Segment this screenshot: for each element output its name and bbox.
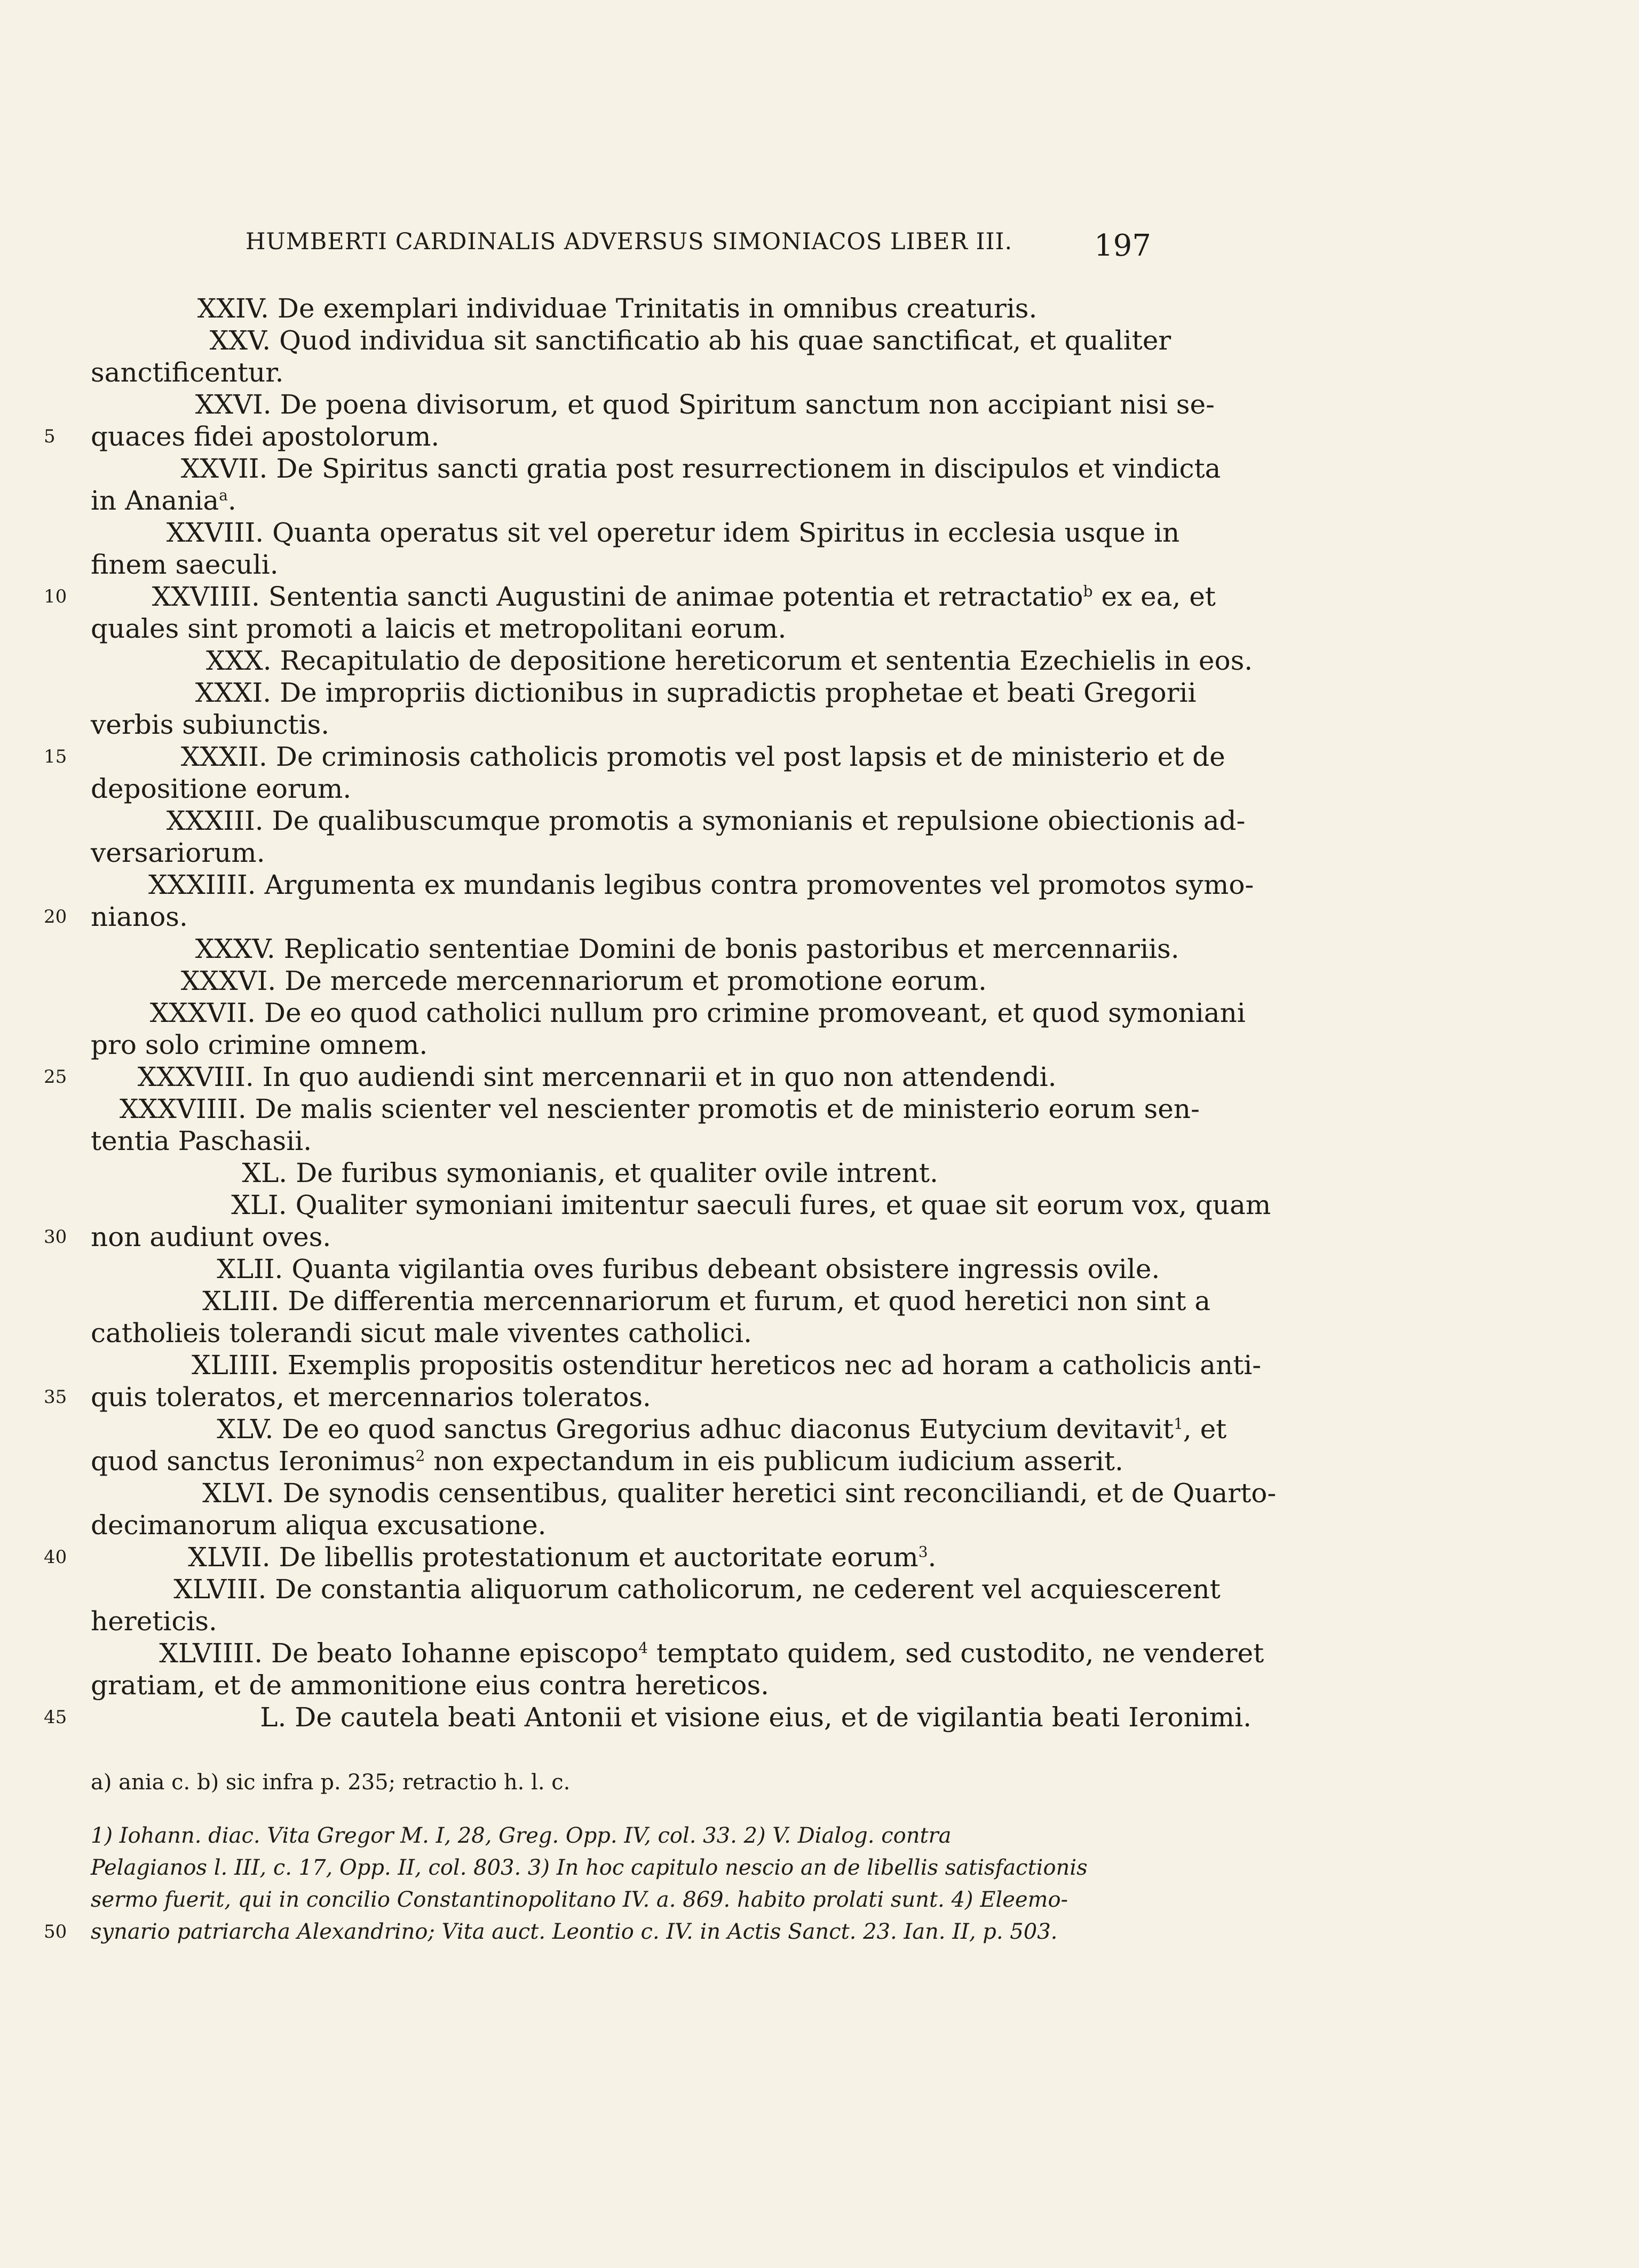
- text-line: [91, 324, 1171, 356]
- line-text: nianos.: [91, 901, 188, 932]
- footnote-marker: a: [219, 486, 228, 504]
- line-number: 40: [44, 1547, 67, 1568]
- text-line: [91, 709, 1135, 741]
- running-title: HUMBERTI CARDINALIS ADVERSUS SIMONIACOS LIBER III.: [246, 228, 1013, 255]
- text-line: [91, 485, 1135, 517]
- footnote-line: [91, 1820, 1135, 1852]
- line-number: 45: [44, 1707, 67, 1728]
- line-text: XLV. De eo quod sanctus Gregorius adhuc diaconus Eutycium devitavit: [217, 1414, 1174, 1445]
- line-text: XLVIIII. De beato Iohanne episcopo: [159, 1638, 639, 1669]
- line-text: XXXIII. De qualibuscumque promotis a symonianis et repulsione obiectionis ad-: [166, 805, 1246, 836]
- text-line: [91, 1189, 1271, 1221]
- line-text: decimanorum aliqua excusatione.: [91, 1510, 547, 1541]
- line-text: XXXVII. De eo quod catholici nullum pro crimine promoveant, et quod symoniani: [149, 997, 1246, 1028]
- line-text: XL. De furibus symonianis, et qualiter ovile intrent.: [242, 1157, 938, 1188]
- line-text: non audiunt oves.: [91, 1222, 331, 1252]
- text-line: [91, 869, 1254, 901]
- line-text-tail: ex ea, et: [1092, 581, 1216, 612]
- text-line: [91, 1605, 1135, 1637]
- footnote-marker: 1: [1173, 1415, 1183, 1433]
- line-text: XXXVIII. In quo audiendi sint mercennarii et in quo non attendendi.: [137, 1061, 1057, 1092]
- text-line: [44, 1221, 1135, 1253]
- line-text: L. De cautela beati Antonii et visione eius, et de vigilantia beati Ieronimi.: [260, 1702, 1252, 1733]
- text-line: [44, 421, 1135, 453]
- line-text: XXV. Quod individua sit sanctificatio ab his quae sanctificat, et qualiter: [209, 325, 1171, 356]
- text-line: [91, 1669, 1135, 1701]
- footnote-text: 1) Iohann. diac. Vita Gregor M. I, 28, Greg. Opp. IV, col. 33. 2) V. Dialog. contra: [91, 1823, 952, 1848]
- line-text: sanctificentur.: [91, 357, 284, 388]
- line-text: tentia Paschasii.: [91, 1125, 312, 1156]
- text-line: [91, 1285, 1211, 1317]
- line-text: XXVIIII. Sententia sancti Augustini de animae potentia et retractatio: [152, 581, 1083, 612]
- line-text: XLII. Quanta vigilantia oves furibus debeant obsistere ingressis ovile.: [217, 1254, 1160, 1284]
- line-text: XXXIIII. Argumenta ex mundanis legibus contra promoventes vel promotos symo-: [148, 869, 1254, 900]
- text-line: [44, 1701, 1252, 1733]
- text-line: [91, 933, 1179, 965]
- footnote-line: [91, 1852, 1135, 1884]
- line-text: XLIIII. Exemplis propositis ostenditur hereticos nec ad horam a catholicis anti-: [192, 1350, 1262, 1381]
- text-line: [91, 1445, 1135, 1477]
- line-text: XLVI. De synodis censentibus, qualiter heretici sint reconciliandi, et de Quarto-: [202, 1478, 1277, 1509]
- text-line: [91, 356, 1135, 388]
- footnote-line: [91, 1884, 1135, 1916]
- text-line: [91, 965, 1135, 997]
- text-line: [91, 292, 1135, 324]
- footnote-marker: 3: [918, 1543, 928, 1561]
- line-text: XXXVIIII. De malis scienter vel nescienter promotis et de ministerio eorum sen-: [120, 1093, 1200, 1124]
- text-line: [91, 1093, 1200, 1125]
- line-text-tail: .: [928, 1542, 937, 1573]
- line-text: quis toleratos, et mercennarios toleratos.: [91, 1382, 651, 1413]
- text-line: [91, 997, 1246, 1029]
- line-text: XXX. Recapitulatio de depositione hereticorum et sententia Ezechielis in eos.: [206, 645, 1253, 676]
- text-line: [44, 1541, 1135, 1573]
- line-text-tail: non expectandum in eis publicum iudicium asserit.: [425, 1446, 1123, 1477]
- line-text: quod sanctus Ieronimus: [91, 1446, 416, 1477]
- text-line: [44, 1381, 1135, 1413]
- line-text: XXXII. De criminosis catholicis promotis vel post lapsis et de ministerio et de: [180, 741, 1225, 772]
- text-line: [91, 773, 1135, 805]
- text-line: [44, 581, 1216, 613]
- text-line: [91, 1349, 1262, 1381]
- line-number: 30: [44, 1226, 67, 1248]
- line-number: 50: [44, 1921, 67, 1942]
- line-text: XXXVI. De mercede mercennariorum et promotione eorum.: [180, 965, 987, 996]
- text-line: [91, 1125, 1135, 1157]
- text-line: [91, 1157, 1135, 1189]
- text-line: [91, 1509, 1135, 1541]
- line-text-tail: temptato quidem, sed custodito, ne venderet: [648, 1638, 1264, 1669]
- line-text: XLI. Qualiter symoniani imitentur saeculi fures, et quae sit eorum vox, quam: [231, 1189, 1271, 1220]
- footnote-marker: 2: [415, 1447, 425, 1465]
- line-text: finem saeculi.: [91, 549, 279, 580]
- line-text: verbis subiunctis.: [91, 709, 330, 740]
- line-number: 5: [44, 426, 56, 447]
- line-text: XXXV. Replicatio sententiae Domini de bonis pastoribus et mercennariis.: [195, 933, 1179, 964]
- text-line: [91, 388, 1215, 421]
- line-text: hereticis.: [91, 1606, 217, 1637]
- footnote-marker: b: [1083, 582, 1093, 600]
- text-line: [91, 1317, 1135, 1349]
- text-line: [91, 645, 1253, 677]
- footnote-line: [44, 1916, 1135, 1948]
- page-number: 197: [1094, 228, 1151, 263]
- line-number: 15: [44, 746, 67, 767]
- line-text: XXIV. De exemplari individuae Trinitatis in omnibus creaturis.: [197, 293, 1038, 324]
- text-line: [91, 1637, 1264, 1669]
- line-number: 35: [44, 1386, 67, 1408]
- text-line: [91, 1029, 1135, 1061]
- footnote-marker: 4: [638, 1639, 648, 1657]
- line-text: versariorum.: [91, 837, 265, 868]
- line-text: gratiam, et de ammonitione eius contra hereticos.: [91, 1670, 770, 1701]
- line-text: XLIII. De differentia mercennariorum et furum, et quod heretici non sint a: [202, 1286, 1211, 1317]
- line-text: in Anania: [91, 485, 219, 516]
- line-text: XXVII. De Spiritus sancti gratia post resurrectionem in discipulos et vindicta: [180, 453, 1221, 484]
- line-number: 10: [44, 586, 67, 607]
- text-line: [44, 901, 1135, 933]
- critical-apparatus: a) ania c. b) sic infra p. 235; retractio h. l. c.: [91, 1770, 571, 1795]
- text-line: [91, 1413, 1227, 1445]
- text-line: [44, 1061, 1135, 1093]
- text-line: [91, 1477, 1277, 1509]
- text-line: [44, 741, 1225, 773]
- line-number: 20: [44, 906, 67, 927]
- line-text: XLVII. De libellis protestationum et auctoritate eorum: [188, 1542, 919, 1573]
- line-text: XXVI. De poena divisorum, et quod Spiritum sanctum non accipiant nisi se-: [195, 389, 1215, 420]
- line-number: 25: [44, 1066, 67, 1088]
- footnote-text: sermo fuerit, qui in concilio Constantinopolitano IV. a. 869. habito prolati sunt. 4) Eleemo-: [91, 1888, 1068, 1912]
- text-line: [91, 613, 1135, 645]
- text-line: [91, 1253, 1160, 1285]
- line-text: XXXI. De impropriis dictionibus in supradictis prophetae et beati Gregorii: [195, 677, 1197, 708]
- line-text: catholieis tolerandi sicut male viventes catholici.: [91, 1318, 753, 1349]
- line-text: XXVIII. Quanta operatus sit vel operetur idem Spiritus in ecclesia usque in: [166, 517, 1180, 548]
- line-text-tail: .: [227, 485, 236, 516]
- text-line: [91, 453, 1221, 485]
- text-line: [91, 1573, 1221, 1605]
- line-text: quales sint promoti a laicis et metropolitani eorum.: [91, 613, 787, 644]
- footnote-text: Pelagianos l. III, c. 17, Opp. II, col. 803. 3) In hoc capitulo nescio an de libellis satisfactionis: [91, 1855, 1088, 1880]
- footnote-text: synario patriarcha Alexandrino; Vita auct. Leontio c. IV. in Actis Sanct. 23. Ian. II, p. 503.: [91, 1920, 1058, 1944]
- text-line: [91, 517, 1180, 549]
- text-line: [91, 549, 1135, 581]
- text-line: [91, 677, 1197, 709]
- line-text: pro solo crimine omnem.: [91, 1029, 428, 1060]
- line-text-tail: , et: [1183, 1414, 1227, 1445]
- text-line: [91, 805, 1246, 837]
- line-text: XLVIII. De constantia aliquorum catholicorum, ne cederent vel acquiescerent: [173, 1574, 1221, 1605]
- line-text: depositione eorum.: [91, 773, 352, 804]
- line-text: quaces fidei apostolorum.: [91, 421, 440, 452]
- text-line: [91, 837, 1135, 869]
